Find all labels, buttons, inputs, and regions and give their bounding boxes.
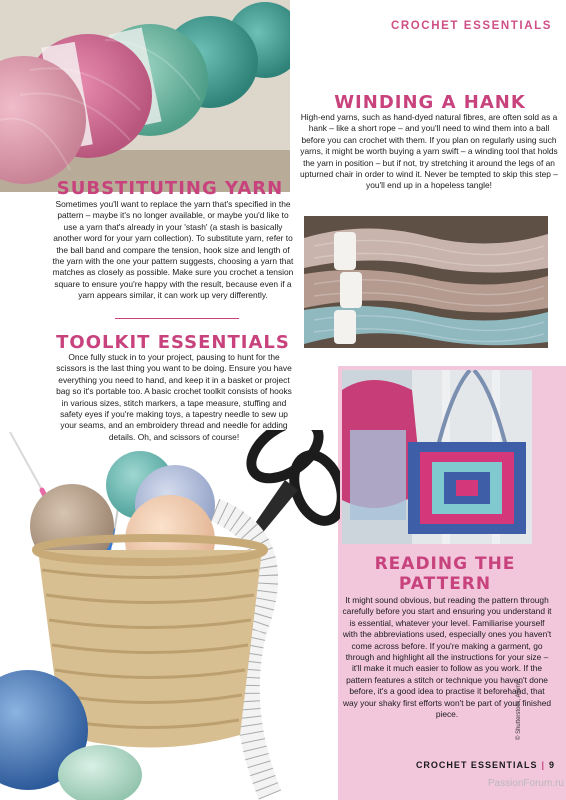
yarn-hanks-photo (304, 216, 548, 348)
site-watermark: PassionForum.ru (487, 778, 564, 789)
page-footer (380, 760, 555, 770)
yarn-skeins-photo (0, 0, 290, 192)
footer-separator: | (541, 760, 545, 770)
page-number: 9 (548, 760, 555, 770)
toolkit-essentials-body: Once fully stuck in to your project, pausing to hunt for the scissors is the last thing you want to be doing. Ensure you have everything you need to hand, and keep it in a basket or project bag so it's portable too. A basic crochet toolkit consists of hooks in various sizes, stitch markers, a tape measure, stuffing and safety eyes if you're making toys, a tapestry needle to sew up your seams, and an embroidery thread and needle for adding details. Oh, and scissors of course! (56, 352, 292, 442)
yarn-basket-photo (0, 430, 340, 800)
section-header: CROCHET ESSENTIALS (390, 20, 552, 32)
substituting-yarn-body: Sometimes you'll want to replace the yarn that's specified in the pattern – maybe it's no longer available, or maybe you'd like to use a yarn that's already in your 'stash' (a stash is basically another word for your yarn collection). To substitute yarn, refer to the ball band and compare the tension, hook size and length of the yarn with the one your pattern suggests, choosing a yarn that matches as closely as possible. Make sure you crochet a tension square to ensure you're happy with the result, because even if a yarn appears similar, it can work up very differently. (52, 199, 294, 301)
winding-a-hank-heading: WINDING A HANK (334, 92, 526, 113)
winding-a-hank-body: High-end yarns, such as hand-dyed natural fibres, are often sold as a hank – like a short rope – and you'll need to wind them into a ball before you can crochet with them. If you plan on regularly using such yarns, it might be worth buying a yarn swift – a winding tool that holds the yarn in position – but if not, try stretching it around the legs of an upturned chair in order to wind it. Never be tempted to skip this step – you'll end up in a hopeless tangle! (300, 112, 558, 191)
substituting-yarn-heading: SUBSTITUTING YARN (56, 178, 284, 199)
footer-magazine-name: CROCHET ESSENTIALS (415, 760, 538, 770)
granny-square-bag-photo (342, 370, 532, 544)
section-divider (115, 318, 239, 319)
reading-the-pattern-body: It might sound obvious, but reading the pattern through carefully before you start and ensuring you understand it is essential, whatever your level. Familiarise yourself with the abbreviations used, especially ones you haven't come across before. If you're making a garment, go through and highlight all the instructions for your size – it'll make it much easier to follow as you work. If the pattern features a stitch or technique you haven't done before, it's a good idea to practise it beforehand, that way your shaky first efforts won't be part of your finished piece. (342, 595, 552, 720)
yarn-skeins-illustration (0, 0, 290, 192)
yarn-hanks-illustration (304, 216, 548, 348)
toolkit-essentials-heading: TOOLKIT ESSENTIALS (56, 332, 290, 353)
photo-credit: © Shutterstock, Alamy (516, 680, 522, 740)
yarn-basket-illustration (0, 430, 340, 800)
reading-the-pattern-heading: READING THE PATTERN (374, 554, 516, 594)
granny-square-bag-illustration (342, 370, 532, 544)
